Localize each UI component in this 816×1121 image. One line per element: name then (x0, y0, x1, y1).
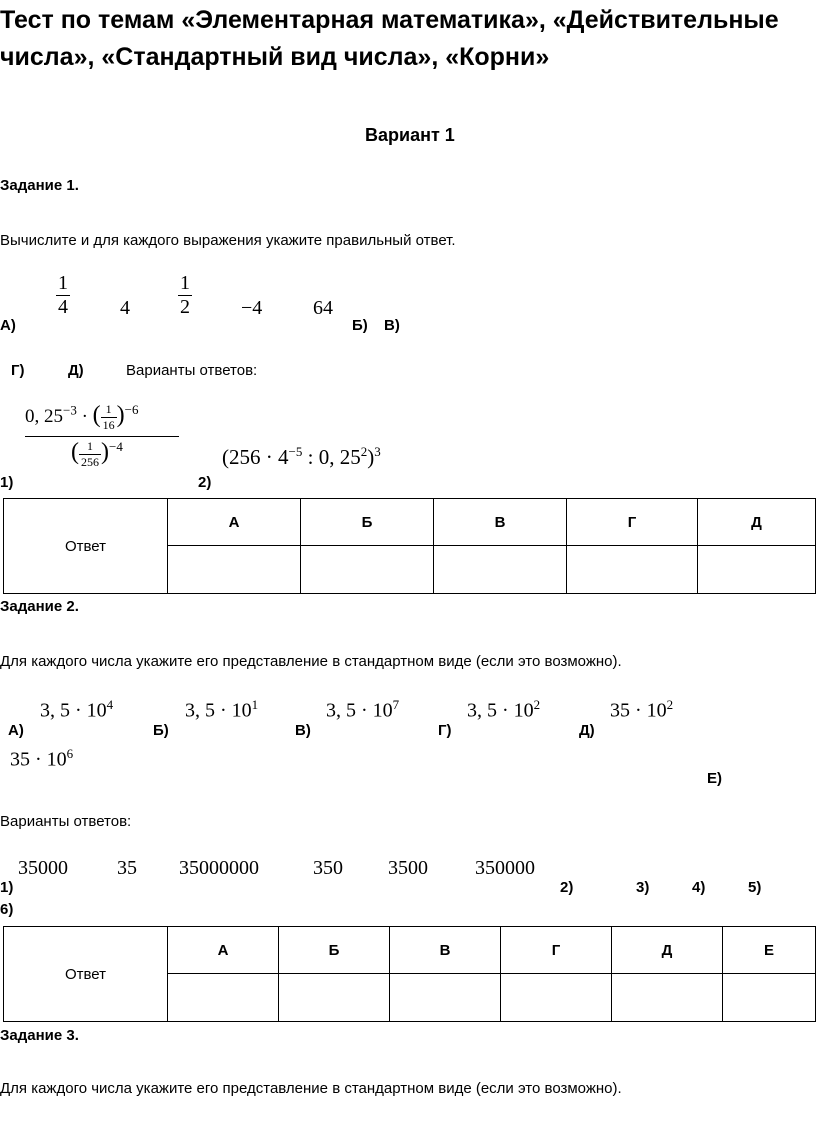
task1-label-d: Д) (68, 362, 84, 379)
task1-value-c: $\frac{1}{2}$ (180, 272, 190, 318)
task2-option-label-2: 2) (560, 879, 574, 896)
task2-options-label: Варианты ответов: (0, 813, 132, 830)
task1-value-e: 64 (313, 297, 333, 319)
task1-answer-cell-d[interactable] (698, 546, 816, 594)
task1-answer-cell-a[interactable] (168, 546, 301, 594)
task1-value-b: 4 (120, 297, 130, 319)
task2-label-a: А) (8, 722, 24, 739)
task1-answer-cell-v[interactable] (434, 546, 567, 594)
task2-header-b: Б (279, 927, 390, 974)
task2-number-b: 3, $5 \cdot 10^1$ (185, 697, 259, 722)
task1-header-g: Г (567, 499, 698, 546)
task1-header-d: Д (698, 499, 816, 546)
task2-option-label-4: 4) (692, 879, 706, 896)
task2-answer-cell-b[interactable] (279, 974, 390, 1022)
task1-label-b: Б) (352, 317, 368, 334)
task1-expression-2: ($256 \cdot 4^{-5}$ : 0, $25^2)^3$ (222, 444, 381, 469)
task2-label-v: В) (295, 722, 311, 739)
task2-number-a: 3, $5 \cdot 10^4$ (40, 697, 114, 722)
task2-header-g: Г (501, 927, 612, 974)
task2-label-d: Д) (579, 722, 595, 739)
task2-option-label-3: 3) (636, 879, 650, 896)
task2-option-4: 350 (313, 857, 343, 879)
task2-label-b: Б) (153, 722, 169, 739)
task1-header-v: В (434, 499, 567, 546)
task2-header-v: В (390, 927, 501, 974)
task2-number-d: $35 \cdot 10^2$ (610, 697, 674, 722)
page-title: Тест по темам «Элементарная математика», «Действительные числа», «Стандартный вид числа», «Корни» (0, 6, 779, 71)
task2-label-e: Е) (707, 770, 722, 787)
task1-header-a: А (168, 499, 301, 546)
task1-options-label: Варианты ответов: (126, 362, 258, 379)
task2-option-label-1: 1) (0, 879, 14, 896)
task2-header-d: Д (612, 927, 723, 974)
task1-value-a: $\frac{1}{4}$ (58, 272, 68, 318)
task3-instruction: Для каждого числа укажите его представление в стандартном виде (если это возможно). (0, 1080, 622, 1097)
task2-answer-cell-e[interactable] (723, 974, 816, 1022)
task3-heading: Задание 3. (0, 1027, 79, 1044)
task2-option-5: 3500 (388, 857, 428, 879)
task1-label-a: А) (0, 317, 16, 334)
task1-heading: Задание 1. (0, 177, 79, 194)
task2-instruction: Для каждого числа укажите его представление в стандартном виде (если это возможно). (0, 653, 622, 670)
task1-label-g: Г) (11, 362, 25, 379)
task2-option-1: 35000 (18, 857, 68, 879)
task1-answer-cell-g[interactable] (567, 546, 698, 594)
task2-option-2: 35 (117, 857, 137, 879)
task2-header-a: А (168, 927, 279, 974)
task1-answer-cell-b[interactable] (301, 546, 434, 594)
task2-answer-cell-a[interactable] (168, 974, 279, 1022)
task1-header-b: Б (301, 499, 434, 546)
variant-label: Вариант 1 (365, 125, 455, 145)
task1-expression-1: 0, $25^{-3}$ · ( $\frac{1}{16}$ )$^{-6}$ ( $\frac{1}{256}$ )$^{-4}$ (25, 402, 179, 470)
task2-option-6: 350000 (475, 857, 535, 879)
task2-header-e: Е (723, 927, 816, 974)
task1-expr-label-2: 2) (198, 474, 212, 491)
task2-table-row-label: Ответ (4, 927, 168, 1022)
task2-option-label-5: 5) (748, 879, 762, 896)
task1-label-v: В) (384, 317, 400, 334)
task2-option-3: 35000000 (179, 857, 259, 879)
task2-answer-table (3, 926, 816, 1022)
task1-expr-label-1: 1) (0, 474, 14, 491)
task2-answer-cell-d[interactable] (612, 974, 723, 1022)
task2-number-g: 3, $5 \cdot 10^2$ (467, 697, 541, 722)
task2-label-g: Г) (438, 722, 452, 739)
task2-number-e: $35 \cdot 10^6$ (10, 746, 74, 771)
task1-answer-table (3, 498, 816, 594)
task1-value-d: −4 (241, 297, 263, 319)
task2-heading: Задание 2. (0, 598, 79, 615)
task2-answer-cell-g[interactable] (501, 974, 612, 1022)
task1-table-row-label: Ответ (4, 499, 168, 594)
task2-number-v: 3, $5 \cdot 10^7$ (326, 697, 400, 722)
task1-instruction: Вычислите и для каждого выражения укажите правильный ответ. (0, 232, 456, 249)
task2-option-label-6: 6) (0, 901, 14, 918)
task2-answer-cell-v[interactable] (390, 974, 501, 1022)
